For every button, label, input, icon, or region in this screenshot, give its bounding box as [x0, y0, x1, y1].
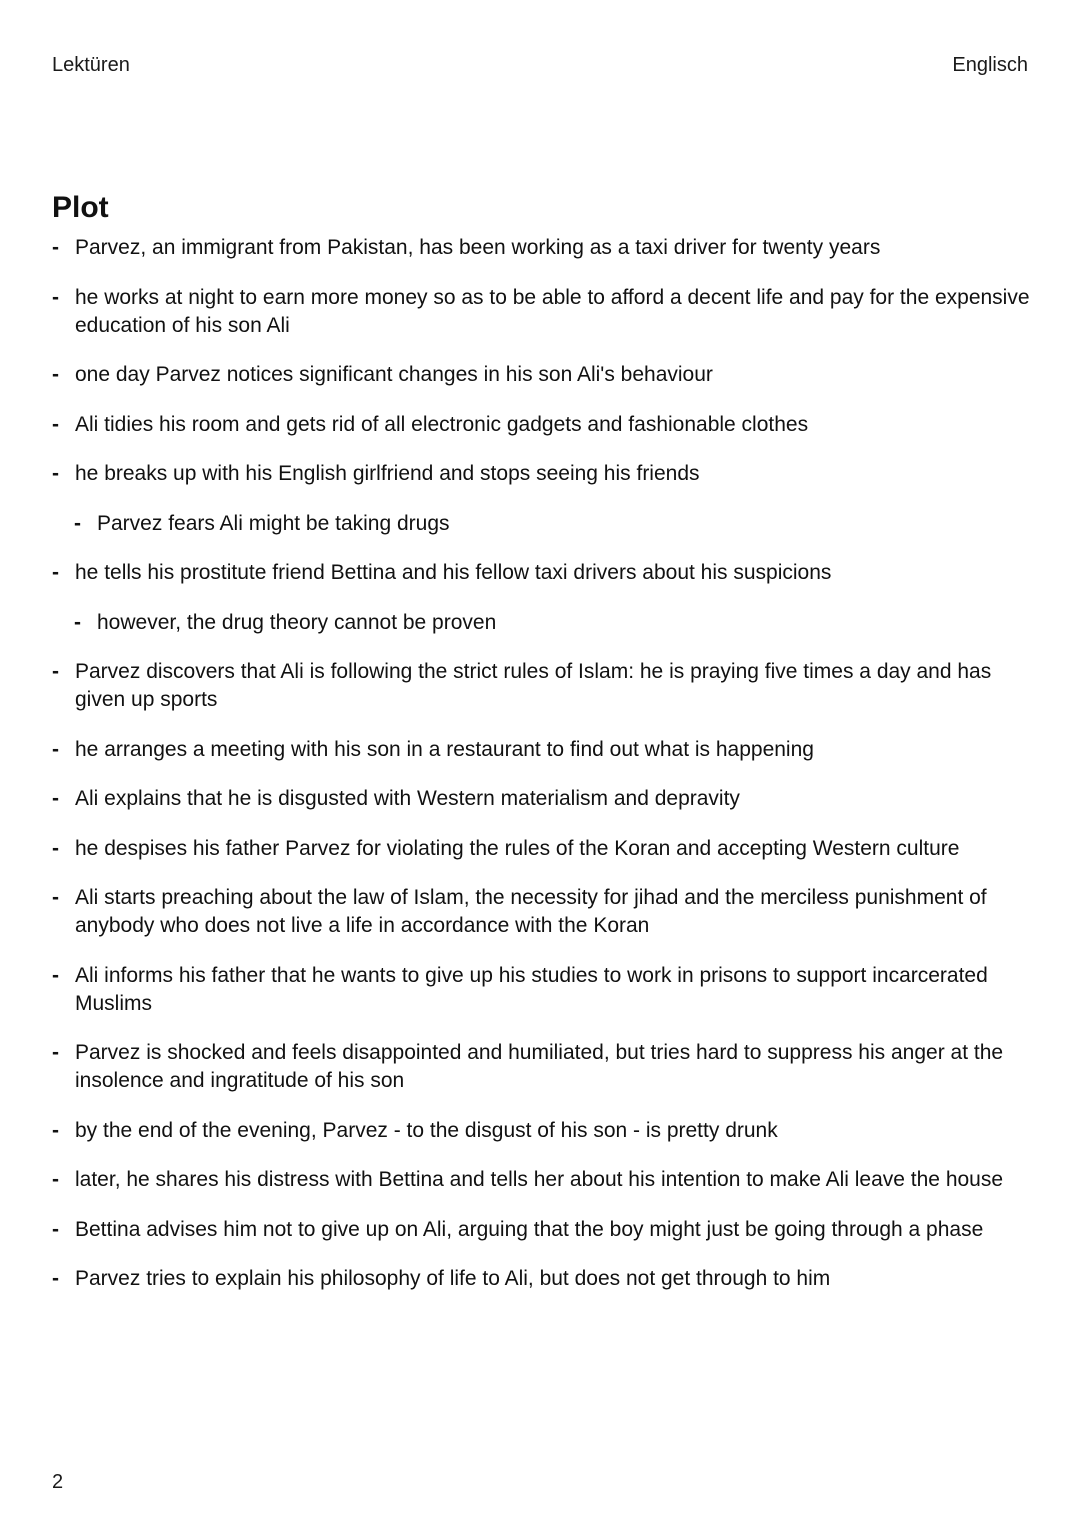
plot-item [52, 361, 1032, 389]
bullet-dash-icon: - [52, 412, 59, 436]
plot-list [52, 234, 1032, 1315]
plot-item-text: he works at night to earn more money so as to be able to afford a decent life and pay for the expensive education of his son Ali [75, 285, 1030, 337]
bullet-dash-icon: - [52, 963, 59, 987]
bullet-dash-icon: - [52, 1267, 59, 1290]
plot-item [52, 284, 1032, 340]
plot-item-text: later, he shares his distress with Bettina and tells her about his intention to make Ali leave the house [75, 1168, 1004, 1191]
plot-item-text: he tells his prostitute friend Bettina and his fellow taxi drivers about his suspicions [75, 561, 832, 584]
bullet-dash-icon: - [74, 511, 81, 535]
plot-item-text: Parvez, an immigrant from Pakistan, has been working as a taxi driver for twenty years [75, 236, 881, 259]
bullet-dash-icon: - [52, 1217, 59, 1241]
plot-sub-item [52, 609, 1032, 637]
plot-item [52, 736, 1032, 764]
plot-item [52, 1265, 1032, 1293]
plot-item-text: Bettina advises him not to give up on Ali, arguing that the boy might just be going through a phase [75, 1217, 984, 1241]
bullet-dash-icon: - [52, 1118, 59, 1142]
bullet-dash-icon: - [52, 462, 59, 485]
bullet-dash-icon: - [52, 285, 59, 309]
plot-item-text: Ali tidies his room and gets rid of all electronic gadgets and fashionable clothes [75, 412, 809, 436]
section-title: Plot [52, 191, 109, 224]
plot-item [52, 1216, 1032, 1244]
plot-item-text: he arranges a meeting with his son in a restaurant to find out what is happening [75, 737, 814, 761]
plot-item [52, 411, 1032, 439]
bullet-dash-icon: - [52, 836, 59, 860]
bullet-dash-icon: - [52, 363, 59, 386]
plot-item [52, 234, 1032, 262]
plot-item-text: Ali explains that he is disgusted with Western materialism and depravity [75, 787, 740, 810]
bullet-dash-icon: - [52, 787, 59, 810]
plot-item [52, 460, 1032, 488]
header-subject-label: Lektüren [52, 54, 130, 76]
bullet-dash-icon: - [52, 236, 59, 259]
bullet-dash-icon: - [52, 737, 59, 761]
plot-item [52, 1166, 1032, 1194]
bullet-dash-icon: - [52, 1041, 59, 1064]
plot-item-text: he breaks up with his English girlfriend and stops seeing his friends [75, 462, 700, 485]
plot-item [52, 835, 1032, 863]
bullet-dash-icon: - [52, 886, 59, 909]
plot-sub-item [52, 510, 1032, 538]
bullet-dash-icon: - [52, 1168, 59, 1191]
plot-item-text: Parvez tries to explain his philosophy of life to Ali, but does not get through to him [75, 1267, 831, 1290]
plot-item-text: one day Parvez notices significant changes in his son Ali's behaviour [75, 363, 713, 386]
bullet-dash-icon: - [74, 610, 81, 634]
plot-item-text: Parvez is shocked and feels disappointed and humiliated, but tries hard to suppress his anger at the insolence and ingratitude of his son [75, 1041, 1004, 1092]
plot-item-text: Ali informs his father that he wants to give up his studies to work in prisons to support incarcerated Muslims [75, 963, 988, 1015]
plot-item [52, 884, 1032, 940]
plot-item-text: Parvez fears Ali might be taking drugs [97, 511, 450, 535]
plot-item [52, 658, 1032, 714]
plot-item [52, 1117, 1032, 1145]
plot-item [52, 785, 1032, 813]
plot-item-text: Parvez discovers that Ali is following the strict rules of Islam: he is praying five times a day and has given up sports [75, 660, 992, 711]
page-number: 2 [52, 1471, 64, 1493]
bullet-dash-icon: - [52, 561, 59, 584]
plot-item [52, 962, 1032, 1018]
plot-item-text: however, the drug theory cannot be proven [97, 610, 497, 634]
plot-item-text: he despises his father Parvez for violating the rules of the Koran and accepting Western culture [75, 836, 960, 860]
plot-item [52, 1039, 1032, 1095]
plot-item [52, 559, 1032, 587]
bullet-dash-icon: - [52, 660, 59, 683]
plot-item-text: by the end of the evening, Parvez - to the disgust of his son - is pretty drunk [75, 1118, 778, 1142]
header-language-label: Englisch [952, 54, 1028, 76]
plot-item-text: Ali starts preaching about the law of Islam, the necessity for jihad and the merciless punishment of anybody who does not live a life in accordance with the Koran [75, 886, 987, 937]
